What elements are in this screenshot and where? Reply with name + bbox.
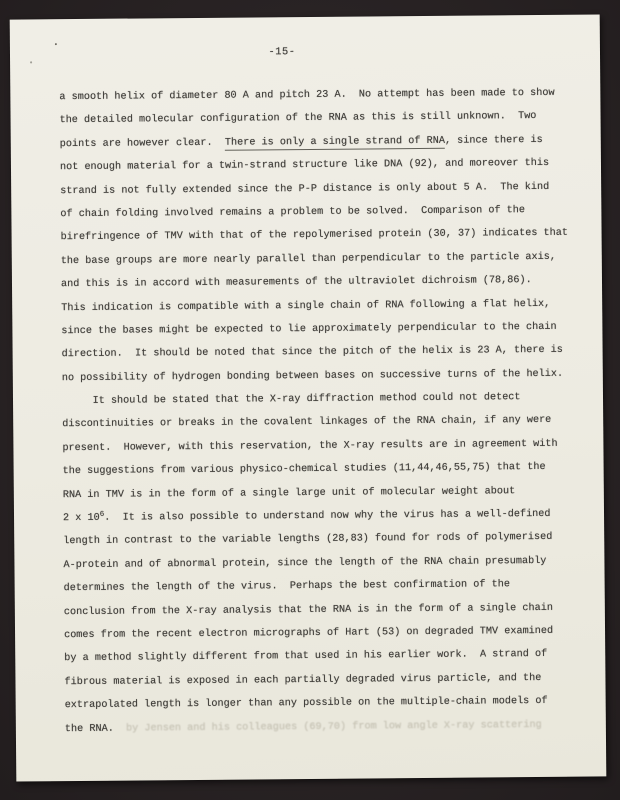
text-line: conclusion from the X-ray analysis that the RNA is in the form of a single chain bbox=[63, 602, 553, 618]
text-segment: the RNA. bbox=[64, 723, 114, 735]
text-line: comes from the recent electron micrographs of Hart (53) on degraded TMV examined bbox=[64, 625, 554, 642]
text-segment: , since there is bbox=[444, 134, 543, 147]
text-line: discontinuities or breaks in the covalent linkages of the RNA chain, if any were bbox=[62, 415, 552, 431]
text-line: the detailed molecular configuration of the RNA as this is still unknown. Two bbox=[59, 111, 537, 127]
text-segment: points are however clear. bbox=[59, 137, 225, 150]
text-line: birefringence of TMV with that of the repolymerised protein (30, 37) indicates that bbox=[60, 228, 569, 244]
body-text bbox=[59, 82, 573, 741]
underlined-phrase: There is only a single strand of RNA bbox=[224, 135, 445, 149]
text-line: the suggestions from various physico-chemical studies (11,44,46,55,75) that the bbox=[62, 462, 546, 478]
text-line: and this is in accord with measurements of the ultraviolet dichroism (78,86). bbox=[60, 275, 532, 291]
superscript-exponent: 6 bbox=[99, 510, 105, 519]
text-line: This indication is compatible with a single chain of RNA following a flat helix, bbox=[61, 298, 551, 314]
text-line: extrapolated length is longer than any possible on the multiple-chain models of bbox=[64, 696, 548, 712]
text-line: no possibility of hydrogen bonding between bases on successive turns of the helix. bbox=[61, 368, 564, 384]
text-segment: 2 x 10 bbox=[62, 512, 100, 525]
text-line: A-protein and of abnormal protein, since the length of the RNA chain presumably bbox=[63, 555, 547, 571]
document-page bbox=[10, 14, 607, 781]
text-segment: . It is also possible to understand now why the virus has a well-defined bbox=[104, 508, 551, 524]
text-line: fibrous material is exposed in each partially degraded virus particle, and the bbox=[64, 672, 542, 688]
text-line: determines the length of the virus. Perhaps the best confirmation of the bbox=[63, 579, 510, 595]
text-line bbox=[65, 713, 573, 741]
text-line: strand is not fully extended since the P-P distance is only about 5 A. The kind bbox=[60, 181, 550, 197]
paper-speck bbox=[55, 43, 57, 45]
text-line: by a method slightly different from that used in his earlier work. A strand of bbox=[64, 649, 548, 665]
text-line: It should be stated that the X-ray diffraction method could not detect bbox=[61, 392, 521, 408]
text-line: length in contrast to the variable lengths (28,83) found for rods of polymerised bbox=[63, 532, 553, 548]
text-line: RNA in TMV is in the form of a single large unit of molecular weight about bbox=[62, 485, 516, 501]
text-line: the base groups are more nearly parallel than perpendicular to the particle axis, bbox=[60, 251, 557, 267]
text-line: not enough material for a twin-strand structure like DNA (92), and moreover this bbox=[59, 158, 550, 174]
ghost-showthrough-text: by Jensen and his colleagues (69,70) from low angle X-ray scattering bbox=[113, 719, 542, 735]
paper-speck bbox=[30, 61, 32, 63]
page-number: -15- bbox=[268, 46, 296, 59]
text-line: a smooth helix of diameter 80 A and pitch 23 A. No attempt has been made to show bbox=[59, 87, 555, 104]
text-line: present. However, with this reservation, the X-ray results are in agreement with bbox=[62, 438, 558, 455]
text-line: since the bases might be expected to lie approximately perpendicular to the chain bbox=[61, 321, 557, 338]
text-line: of chain folding involved remains a problem to be solved. Comparison of the bbox=[60, 205, 526, 221]
text-line: direction. It should be noted that since the pitch of the helix is 23 A, there is bbox=[61, 345, 563, 361]
